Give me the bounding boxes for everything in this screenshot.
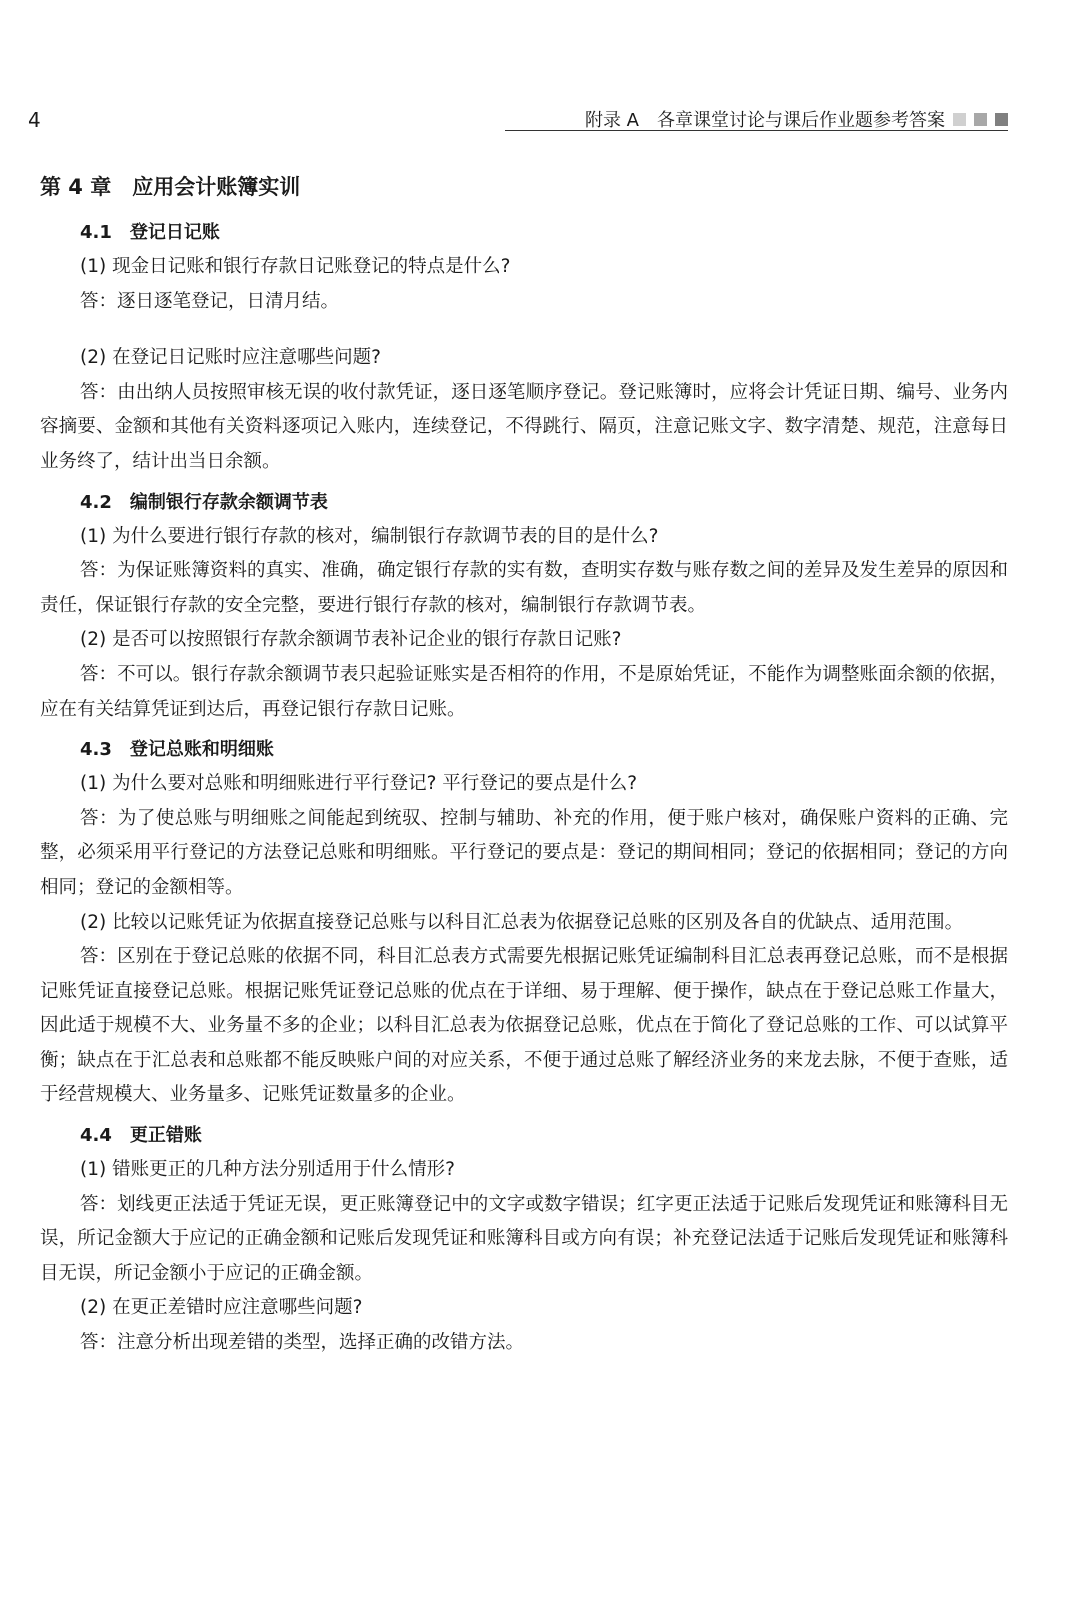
header-square-1-icon xyxy=(953,113,966,126)
question: (2) 比较以记账凭证为依据直接登记总账与以科目汇总表为依据登记总账的区别及各自的优缺点、适用范围。 xyxy=(80,911,964,933)
section-4-3 xyxy=(40,733,1008,1113)
question: (1) 为什么要对总账和明细账进行平行登记? 平行登记的要点是什么? xyxy=(80,773,638,795)
section-4-4 xyxy=(40,1119,1008,1361)
question: (1) 为什么要进行银行存款的核对，编制银行存款调节表的目的是什么? xyxy=(80,525,659,547)
section-title: 4.1 登记日记账 xyxy=(80,222,220,243)
header-square-3-icon xyxy=(995,113,1008,126)
question: (2) 在登记日记账时应注意哪些问题? xyxy=(80,347,381,369)
header-rule xyxy=(505,130,1008,131)
answer: 答：为保证账簿资料的真实、准确，确定银行存款的实有数，查明实存数与账存数之间的差异及发生差异的原因和责任，保证银行存款的安全完整，要进行银行存款的核对，编制银行存款调节表。 xyxy=(40,560,1008,616)
section-4-2 xyxy=(40,486,1008,728)
page-number: 4 xyxy=(28,108,41,132)
header-square-2-icon xyxy=(974,113,987,126)
answer: 答：由出纳人员按照审核无误的收付款凭证，逐日逐笔顺序登记。登记账簿时，应将会计凭证日期、编号、业务内容摘要、金额和其他有关资料逐项记入账内，连续登记，不得跳行、隔页，注意记账文字、数字清楚、规范，注意每日业务终了，结计出当日余额。 xyxy=(40,381,1008,472)
answer: 答：注意分析出现差错的类型，选择正确的改错方法。 xyxy=(80,1332,525,1354)
page-content xyxy=(40,170,1008,1361)
running-header-title: 附录 A 各章课堂讨论与课后作业题参考答案 xyxy=(584,110,945,131)
answer: 答：为了使总账与明细账之间能起到统驭、控制与辅助、补充的作用，便于账户核对，确保账户资料的正确、完整，必须采用平行登记的方法登记总账和明细账。平行登记的要点是：登记的期间相同；登记的依据相同；登记的方向相同；登记的金额相等。 xyxy=(40,807,1008,898)
question: (2) 是否可以按照银行存款余额调节表补记企业的银行存款日记账? xyxy=(80,629,622,651)
answer: 答：区别在于登记总账的依据不同，科目汇总表方式需要先根据记账凭证编制科目汇总表再登记总账，而不是根据记账凭证直接登记总账。根据记账凭证登记总账的优点在于详细、易于理解、便于操作，缺点在于登记总账工作量大，因此适于规模不大、业务量不多的企业；以科目汇总表为依据登记总账，优点在于简化了登记总账的工作、可以试算平衡；缺点在于汇总表和总账都不能反映账户间的对应关系，不便于通过总账了解经济业务的来龙去脉，不便于查账，适于经营规模大、业务量多、记账凭证数量多的企业。 xyxy=(40,946,1008,1106)
answer: 答：不可以。银行存款余额调节表只起验证账实是否相符的作用，不是原始凭证，不能作为调整账面余额的依据，应在有关结算凭证到达后，再登记银行存款日记账。 xyxy=(40,663,1008,720)
spacer xyxy=(40,319,1008,341)
question: (1) 现金日记账和银行存款日记账登记的特点是什么? xyxy=(80,256,511,277)
section-title: 4.2 编制银行存款余额调节表 xyxy=(80,491,328,513)
section-4-1 xyxy=(40,216,1008,480)
section-title: 4.4 更正错账 xyxy=(80,1125,202,1147)
answer: 答：划线更正法适于凭证无误，更正账簿登记中的文字或数字错误；红字更正法适于记账后发现凭证和账簿科目无误，所记金额大于应记的正确金额和记账后发现凭证和账簿科目或方向有误；补充登记法适于记账后发现凭证和账簿科目无误，所记金额小于应记的正确金额。 xyxy=(40,1193,1008,1284)
running-header xyxy=(585,106,1008,132)
question: (2) 在更正差错时应注意哪些问题? xyxy=(80,1297,363,1319)
question: (1) 错账更正的几种方法分别适用于什么情形? xyxy=(80,1159,455,1181)
section-title: 4.3 登记总账和明细账 xyxy=(80,739,274,761)
chapter-title: 第 4 章 应用会计账簿实训 xyxy=(40,175,301,199)
answer: 答：逐日逐笔登记，日清月结。 xyxy=(80,290,340,312)
